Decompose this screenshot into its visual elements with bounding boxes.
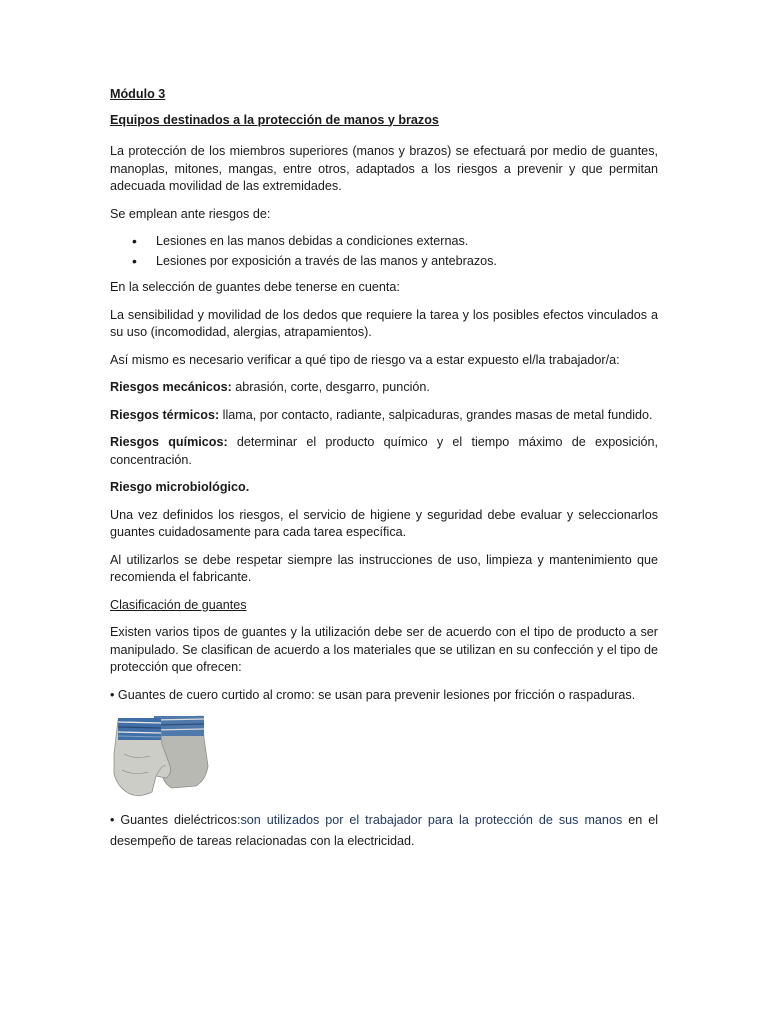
document-body bbox=[110, 86, 658, 862]
selection-intro: En la selección de guantes debe tenerse en cuenta: bbox=[110, 280, 400, 294]
risk-mechanical bbox=[110, 379, 658, 397]
risk-bullet: • Lesiones por exposición a través de las manos y antebrazos. bbox=[110, 253, 658, 271]
classification-title: Clasificación de guantes bbox=[110, 597, 247, 612]
leather-gloves-paragraph: • Guantes de cuero curtido al cromo: se usan para prevenir lesiones por fricción o raspaduras. bbox=[110, 687, 636, 702]
risk-microbiological bbox=[110, 479, 658, 497]
risk-thermal bbox=[110, 407, 658, 425]
risk-bullet: • Lesiones en las manos debidas a condiciones externas. bbox=[110, 233, 658, 251]
risk-text: abrasión, corte, desgarro, punción. bbox=[231, 380, 430, 394]
dielectric-gloves-paragraph bbox=[110, 810, 658, 852]
classification-paragraph: Existen varios tipos de guantes y la utilización debe ser de acuerdo con el tipo de producto a ser manipulado. Se clasifican de acuerdo a los materiales que se utilizan en su confección y el tipo de protección que ofrecen: bbox=[110, 625, 658, 674]
dielectric-text: son utilizados por el trabajador para la protección de sus manos bbox=[240, 813, 623, 827]
leather-glove-image bbox=[110, 714, 214, 798]
sensitivity-paragraph: La sensibilidad y movilidad de los dedos que requiere la tarea y los posibles efectos vinculados a su uso (incomodidad, alergias, atrapamientos). bbox=[110, 307, 658, 339]
defined-paragraph: Una vez definidos los riesgos, el servicio de higiene y seguridad debe evaluar y seleccionarlos guantes cuidadosamente para cada tarea específica. bbox=[110, 507, 658, 539]
risk-chemical bbox=[110, 434, 658, 469]
risk-text: llama, por contacto, radiante, salpicaduras, grandes masas de metal fundido. bbox=[219, 407, 653, 422]
intro-paragraph: La protección de los miembros superiores (manos y brazos) se efectuará por medio de guantes, manoplas, mitones, mangas, entre otros, adaptados a los riesgos a prevenir y que permitan adecuada movilidad de las extremidades. bbox=[110, 144, 658, 193]
risk-bullet-list bbox=[110, 233, 658, 270]
section-title: Equipos destinados a la protección de manos y brazos bbox=[110, 112, 439, 127]
dielectric-label: • Guantes dieléctricos: bbox=[110, 813, 241, 827]
risk-label: Riesgos térmicos: bbox=[110, 407, 220, 422]
risk-text: determinar el producto químico y el tiempo máximo de exposición, concentración. bbox=[110, 435, 659, 467]
risk-label: Riesgos mecánicos: bbox=[110, 380, 232, 394]
risk-label: Riesgos químicos: bbox=[110, 435, 228, 449]
module-title: Módulo 3 bbox=[110, 87, 166, 101]
verify-paragraph: Así mismo es necesario verificar a qué tipo de riesgo va a estar expuesto el/la trabajador/a: bbox=[110, 352, 620, 367]
dielectric-tail: en el desempeño de tareas relacionadas con la electricidad. bbox=[110, 813, 659, 848]
instructions-paragraph: Al utilizarlos se debe respetar siempre las instrucciones de uso, limpieza y mantenimiento que recomienda el fabricante. bbox=[110, 552, 658, 584]
glove-icon bbox=[110, 714, 214, 798]
risks-intro: Se emplean ante riesgos de: bbox=[110, 206, 271, 221]
risk-label: Riesgo microbiológico. bbox=[110, 480, 250, 494]
